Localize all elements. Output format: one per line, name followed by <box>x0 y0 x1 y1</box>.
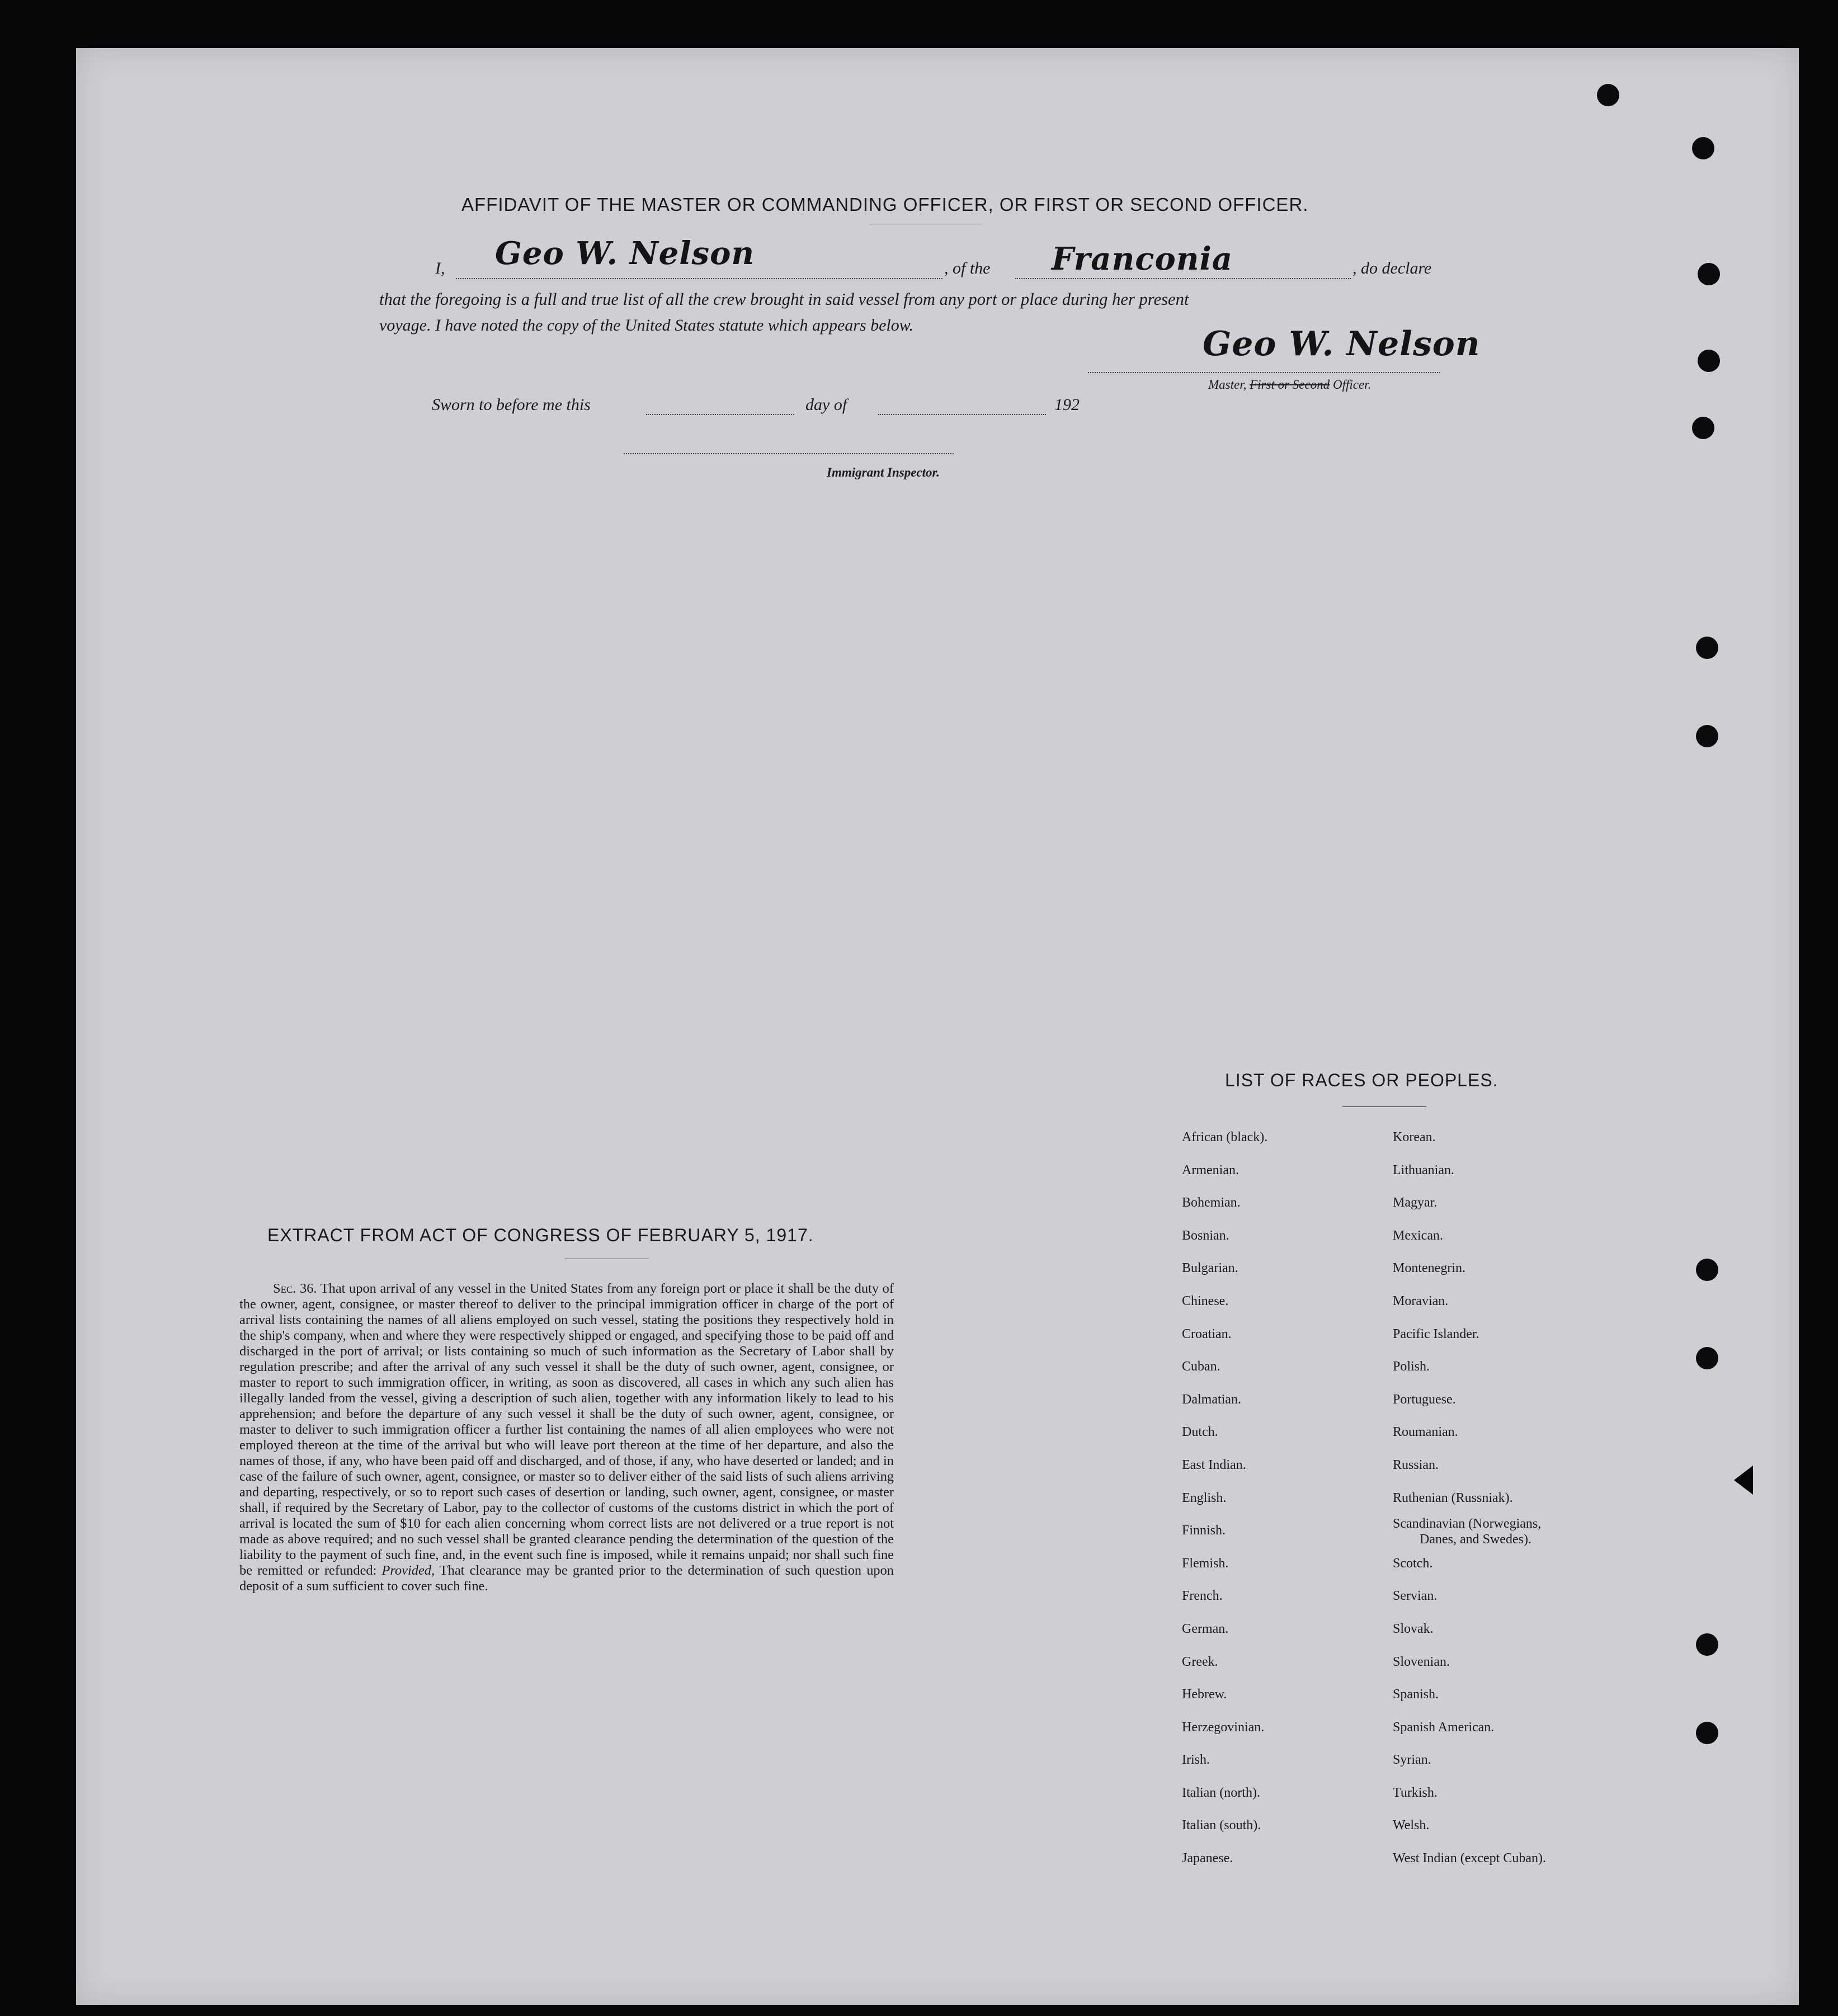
race-item: Hebrew. <box>1182 1687 1227 1702</box>
races-right-column <box>1393 1121 1546 1875</box>
race-item: Servian. <box>1393 1589 1438 1604</box>
inspector-caption: Immigrant Inspector. <box>827 465 940 479</box>
race-item: Dutch. <box>1182 1425 1218 1440</box>
extract-body <box>239 1281 894 1594</box>
torn-edge <box>1734 1466 1753 1495</box>
punch-hole <box>1696 637 1718 659</box>
extract-provided: Provided, <box>381 1563 435 1578</box>
punch-hole <box>1692 417 1714 439</box>
extract-text-end: That clearance may be granted prior to the determination of such question upon deposit of a sum sufficient to cover such fine. <box>239 1563 894 1594</box>
punch-hole <box>1698 350 1720 372</box>
race-item: English. <box>1182 1490 1227 1505</box>
punch-hole <box>1696 1259 1718 1281</box>
affidavit-line-3: voyage. I have noted the copy of the United States statute which appears below. <box>379 316 914 335</box>
race-item: Armenian. <box>1182 1162 1239 1177</box>
race-item: Moravian. <box>1393 1293 1449 1308</box>
affidavit-of-the: , of the <box>944 259 991 277</box>
race-item: Croatian. <box>1182 1326 1232 1341</box>
name-blank-line <box>456 278 942 279</box>
extract-title: EXTRACT FROM ACT OF CONGRESS OF FEBRUARY 5, 1917. <box>267 1225 814 1245</box>
race-item: Lithuanian. <box>1393 1162 1454 1177</box>
caption-struck-rank: First or Second <box>1250 378 1330 392</box>
sworn-day-of: day of <box>805 395 847 414</box>
race-item: French. <box>1182 1589 1223 1604</box>
race-item: Roumanian. <box>1393 1425 1458 1440</box>
punch-hole <box>1597 84 1619 106</box>
affidavit-title: AFFIDAVIT OF THE MASTER OR COMMANDING OFFICER, OR FIRST OR SECOND OFFICER. <box>461 194 1309 215</box>
handwritten-ship-name: Franconia <box>1052 241 1233 277</box>
officer-signature: Geo W. Nelson <box>1203 324 1481 364</box>
punch-hole <box>1696 1722 1718 1744</box>
race-item: Russian. <box>1393 1457 1439 1472</box>
signature-caption <box>1208 378 1371 392</box>
race-item: Montenegrin. <box>1393 1261 1465 1276</box>
race-item: Slovenian. <box>1393 1654 1450 1669</box>
race-item: Slovak. <box>1393 1621 1434 1636</box>
handwritten-officer-name: Geo W. Nelson <box>495 235 755 272</box>
race-item: Finnish. <box>1182 1523 1226 1538</box>
race-item: Scandinavian (Norwegians, Danes, and Swedes). <box>1393 1516 1542 1547</box>
race-item: Flemish. <box>1182 1556 1229 1571</box>
race-item: Magyar. <box>1393 1195 1438 1210</box>
race-item: Chinese. <box>1182 1293 1229 1308</box>
race-item: Dalmatian. <box>1182 1392 1241 1407</box>
punch-hole <box>1696 725 1718 747</box>
race-item: African (black). <box>1182 1130 1268 1144</box>
inspector-line <box>624 453 954 454</box>
race-item: Syrian. <box>1393 1753 1431 1768</box>
race-item: Greek. <box>1182 1654 1218 1669</box>
caption-master: Master, <box>1208 378 1247 392</box>
punch-hole <box>1696 1347 1718 1369</box>
races-left-column <box>1182 1121 1267 1875</box>
punch-hole <box>1698 263 1720 285</box>
race-item: Herzegovinian. <box>1182 1720 1265 1735</box>
race-item: Ruthenian (Russniak). <box>1393 1490 1513 1505</box>
race-item: Pacific Islander. <box>1393 1326 1479 1341</box>
race-item: Cuban. <box>1182 1359 1220 1374</box>
extract-text: That upon arrival of any vessel in the United States from any foreign port or place it shall be the duty of the owner, agent, consignee, or master thereof to deliver to the principal immigration officer in charge of the port of arrival lists containing the names of all aliens employed on such vessel, stating the positions they respectively hold in the ship's company, when and where they were respectively shipped or engaged, and specifying those to be paid off and discharged in the port of arrival; or lists containing so much of such information as the Secretary of Labor shall by regulation prescribe; and after the arrival of any such vessel it shall be the duty of such owner, agent, consignee, or master to report to such immigration officer, in writing, as soon as discovered, all cases in which any such alien has illegally landed from the vessel, giving a description of such alien, together with any information likely to lead to his apprehension; and before the departure of any such vessel it shall be the duty of such owner, agent, consignee, or master to deliver to such immigration officer a further list containing the names of all alien employees who were not employed thereon at the time of the arrival but who will leave port thereon at the time of her departure, and also the names of those, if any, who have been paid off and discharged, and of those, if any, who have deserted or landed; and in case of the failure of such owner, agent, consignee, or master so to deliver either of the said lists of such aliens arriving and departing, respectively, or so to report such cases of desertion or landing, such owner, agent, consignee, or master shall, if required by the Secretary of Labor, pay to the collector of customs of the customs district in which the port of arrival is located the sum of $10 for each alien concerning whom correct lists are not delivered or a true report is not made as above required; and no such vessel shall be granted clearance pending the determination of the question of the liability to the payment of such fine, and, in the event such fine is imposed, while it remains unpaid; nor shall such fine be remitted or refunded: <box>239 1281 894 1578</box>
races-title: LIST OF RACES OR PEOPLES. <box>1225 1070 1498 1090</box>
race-item: Bosnian. <box>1182 1228 1229 1243</box>
race-item: Bulgarian. <box>1182 1261 1238 1276</box>
race-item: Welsh. <box>1393 1818 1430 1833</box>
race-item: Korean. <box>1393 1130 1436 1144</box>
affidavit-line-2: that the foregoing is a full and true list of all the crew brought in said vessel from any port or place during her present <box>379 290 1189 309</box>
section-label: Sec. 36. <box>273 1281 317 1296</box>
race-item: Japanese. <box>1182 1851 1233 1866</box>
affidavit-declare: , do declare <box>1352 259 1432 277</box>
affidavit-i: I, <box>435 259 445 277</box>
sworn-day-line <box>646 414 794 415</box>
sworn-text: Sworn to before me this <box>432 395 591 414</box>
race-item: Polish. <box>1393 1359 1430 1374</box>
race-item: Italian (south). <box>1182 1818 1261 1833</box>
race-item: German. <box>1182 1621 1229 1636</box>
signature-line <box>1088 372 1440 373</box>
race-item: Mexican. <box>1393 1228 1443 1243</box>
race-item: Spanish American. <box>1393 1720 1495 1735</box>
race-item: West Indian (except Cuban). <box>1393 1851 1546 1866</box>
ship-blank-line <box>1015 278 1351 279</box>
race-item: Portuguese. <box>1393 1392 1456 1407</box>
race-item: Irish. <box>1182 1753 1210 1768</box>
race-item: East Indian. <box>1182 1457 1246 1472</box>
races-divider <box>1342 1106 1426 1107</box>
race-item: Spanish. <box>1393 1687 1439 1702</box>
caption-officer: Officer. <box>1332 378 1372 392</box>
race-item: Italian (north). <box>1182 1785 1260 1800</box>
race-item: Scotch. <box>1393 1556 1433 1571</box>
punch-hole <box>1696 1633 1718 1656</box>
punch-hole <box>1692 137 1714 159</box>
race-item: Turkish. <box>1393 1785 1438 1800</box>
sworn-month-line <box>878 414 1046 415</box>
race-item: Bohemian. <box>1182 1195 1241 1210</box>
sworn-year: 192 <box>1054 395 1080 414</box>
